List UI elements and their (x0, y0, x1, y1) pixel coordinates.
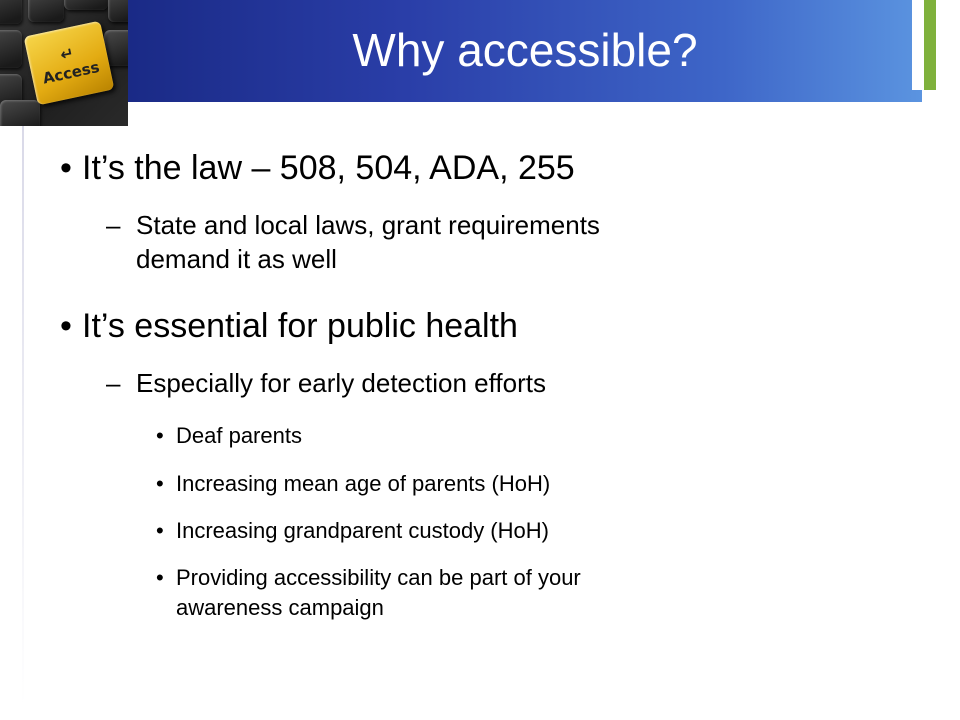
bullet-law (60, 148, 575, 188)
sub-sub-bullet-marker: • (156, 423, 164, 448)
sub-sub-bullet-line: Increasing mean age of parents (HoH) (176, 471, 551, 496)
sub-bullet-marker: – (106, 210, 121, 240)
bullet-marker: • (60, 149, 72, 187)
sub-sub-bullet (156, 516, 549, 546)
sub-sub-bullet (156, 421, 302, 451)
slide-title: Why accessible? (352, 24, 698, 76)
bullet-text: It’s the law – 508, 504, ADA, 255 (82, 149, 575, 187)
sub-bullet-line: Especially for early detection efforts (136, 368, 546, 398)
bullet-text: It’s essential for public health (82, 307, 518, 345)
sub-sub-bullet-marker: • (156, 518, 164, 543)
sub-sub-bullet (156, 469, 551, 499)
bullet-marker: • (60, 307, 72, 345)
sub-sub-bullet-line: Increasing grandparent custody (HoH) (176, 518, 549, 543)
sub-bullet-line: State and local laws, grant requirements (136, 210, 600, 240)
sub-bullet-state-laws (106, 208, 600, 276)
sub-sub-bullet-line: Deaf parents (176, 423, 302, 448)
sub-sub-bullet-marker: • (156, 565, 164, 590)
sub-sub-bullet-line: awareness campaign (176, 595, 384, 620)
sub-sub-bullet (156, 563, 581, 623)
access-key-label: Access (41, 57, 101, 88)
bullet-public-health (60, 306, 518, 346)
sub-bullet-line: demand it as well (136, 244, 337, 274)
sub-sub-bullet-line: Providing accessibility can be part of your (176, 565, 581, 590)
enter-arrow-icon: ↵ (58, 42, 76, 64)
sub-sub-bullet-marker: • (156, 471, 164, 496)
sub-bullet-early-detection (106, 366, 546, 400)
sub-bullet-marker: – (106, 368, 121, 398)
